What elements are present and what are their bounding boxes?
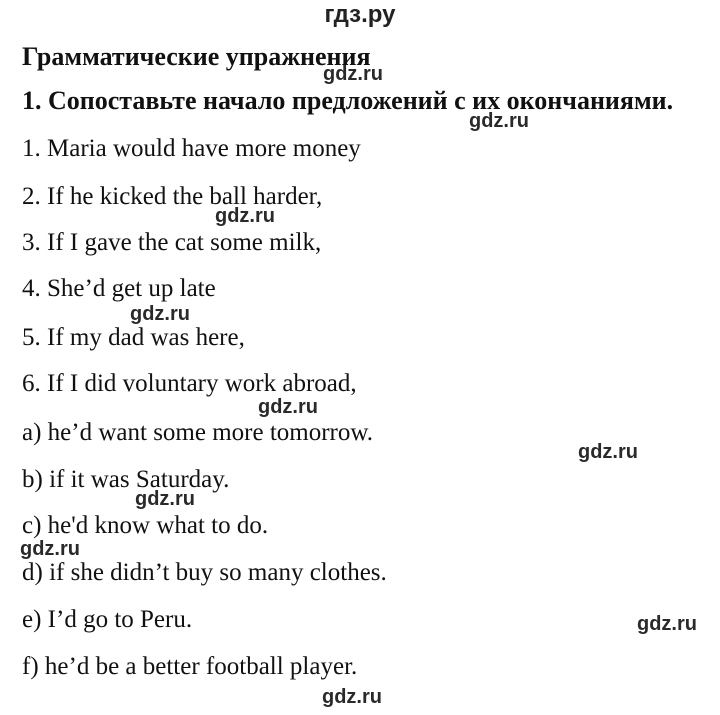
watermark: gdz.ru xyxy=(637,613,697,635)
watermark: gdz.ru xyxy=(323,63,383,85)
sentence-beginning-5: 5. If my dad was here, xyxy=(22,324,245,351)
sentence-beginning-4: 4. She’d get up late xyxy=(22,275,216,302)
sentence-ending-b: b) if it was Saturday. xyxy=(22,466,230,493)
watermark: gdz.ru xyxy=(135,488,195,510)
sentence-beginning-6: 6. If I did voluntary work abroad, xyxy=(22,370,357,397)
sentence-ending-c: c) he'd know what to do. xyxy=(22,512,269,539)
sentence-beginning-2: 2. If he kicked the ball harder, xyxy=(22,183,323,210)
sentence-beginning-1: 1. Maria would have more money xyxy=(22,135,361,162)
task-title: 1. Сопоставьте начало предложений с их окончаниями. xyxy=(22,86,674,115)
sentence-ending-e: e) I’d go to Peru. xyxy=(22,606,193,633)
section-title: Грамматические упражнения xyxy=(22,42,371,71)
watermark: gdz.ru xyxy=(322,686,382,708)
sentence-ending-d: d) if she didn’t buy so many clothes. xyxy=(22,559,387,586)
sentence-ending-a: a) he’d want some more tomorrow. xyxy=(22,419,374,446)
watermark: gdz.ru xyxy=(20,538,80,560)
sentence-beginning-3: 3. If I gave the cat some milk, xyxy=(22,229,322,256)
watermark: gdz.ru xyxy=(469,110,529,132)
watermark: gdz.ru xyxy=(215,205,275,227)
watermark: gdz.ru xyxy=(258,396,318,418)
watermark: gdz.ru xyxy=(578,441,638,463)
sentence-ending-f: f) he’d be a better football player. xyxy=(22,653,358,680)
watermark: gdz.ru xyxy=(130,303,190,325)
site-header: гдз.ру xyxy=(324,1,396,28)
